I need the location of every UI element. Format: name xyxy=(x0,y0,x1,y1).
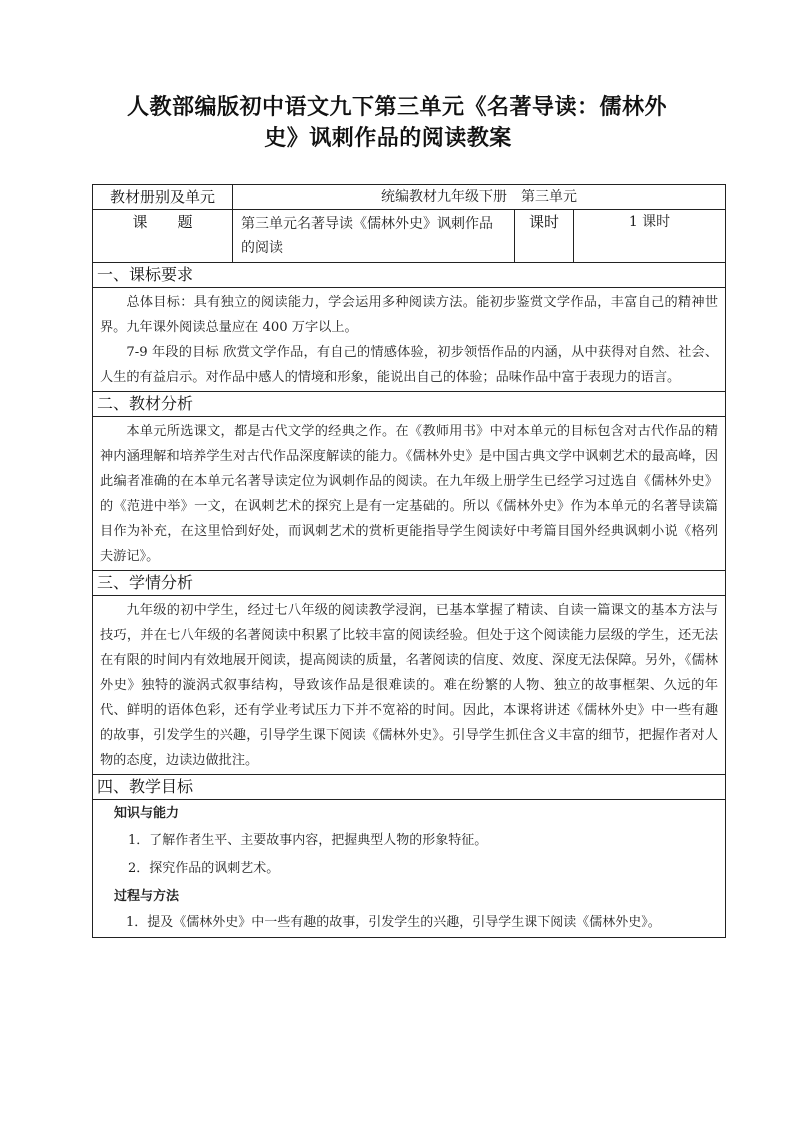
section-1-paragraph-1: 总体目标：具有独立的阅读能力，学会运用多种阅读方法。能初步鉴赏文学作品，丰富自己的精神世界。九年课外阅读总量应在 400 万字以上。 xyxy=(100,295,719,335)
section-2-body-row xyxy=(93,417,726,571)
section-3-paragraph-1: 九年级的初中学生，经过七八年级的阅读教学浸润，已基本掌握了精读、自读一篇课文的基本方法与技巧，并在七八年级的名著阅读中积累了比较丰富的阅读经验。但处于这个阅读能力层级的学生，还无法在有限的时间内有效地展开阅读，提高阅读的质量，名著阅读的信度、效度、深度无法保障。另外，《儒林外史》独特的漩涡式叙事结构，导致该作品是很难读的。难在纷繁的人物、独立的故事框架、久远的年代、鲜明的语体色彩，还有学业考试压力下并不宽裕的时间。因此，本课将讲述《儒林外史》中一些有趣的故事，引发学生的兴趣，引导学生课下阅读《儒林外史》。引导学生抓住含义丰富的细节，把握作者对人物的态度，边读边做批注。 xyxy=(100,603,719,768)
objective-item-2: 2．探究作品的讽刺艺术。 xyxy=(128,861,280,876)
document-title xyxy=(100,92,694,154)
section-1-title: 一、课标要求 xyxy=(93,263,726,288)
section-3-body xyxy=(93,596,726,775)
title-line-1: 人教部编版初中语文九下第三单元《名著导读：儒林外 xyxy=(126,95,667,120)
section-4-title: 四、教学目标 xyxy=(93,775,726,800)
textbook-label: 教材册别及单元 xyxy=(93,185,233,210)
section-2-title-row xyxy=(93,392,726,417)
title-line-2: 史》讽刺作品的阅读教案 xyxy=(264,126,512,151)
section-1-title-row xyxy=(93,263,726,288)
textbook-value: 统编教材九年级下册 第三单元 xyxy=(233,185,726,210)
section-4-body-row xyxy=(93,800,726,938)
section-2-body xyxy=(93,417,726,571)
section-2-title: 二、教材分析 xyxy=(93,392,726,417)
section-1-paragraph-2: 7-9 年段的目标 欣赏文学作品，有自己的情感体验，初步领悟作品的内涵，从中获得对自然、社会、人生的有益启示。对作品中感人的情境和形象，能说出自己的体验；品味作品中富于表现力的语言。 xyxy=(100,345,719,385)
subheading-process-method: 过程与方法 xyxy=(114,889,180,904)
hours-value: 1 课时 xyxy=(574,210,726,263)
section-4-title-row xyxy=(93,775,726,800)
topic-row xyxy=(93,210,726,263)
hours-label: 课时 xyxy=(515,210,574,263)
lesson-plan-table xyxy=(92,184,726,938)
section-1-body-row xyxy=(93,288,726,392)
section-3-body-row xyxy=(93,596,726,775)
section-3-title-row xyxy=(93,571,726,596)
subheading-knowledge-ability: 知识与能力 xyxy=(114,806,180,821)
section-4-body xyxy=(93,800,726,938)
textbook-row xyxy=(93,185,726,210)
objective-item-3: 1．提及《儒林外史》中一些有趣的故事，引发学生的兴趣，引导学生课下阅读《儒林外史》。 xyxy=(126,915,661,930)
topic-label: 课 题 xyxy=(93,210,233,263)
topic-value: 第三单元名著导读《儒林外史》讽刺作品的阅读 xyxy=(233,210,515,263)
objective-item-1: 1．了解作者生平、主要故事内容，把握典型人物的形象特征。 xyxy=(128,833,488,848)
section-1-body xyxy=(93,288,726,392)
section-3-title: 三、学情分析 xyxy=(93,571,726,596)
section-2-paragraph-1: 本单元所选课文，都是古代文学的经典之作。在《教师用书》中对本单元的目标包含对古代作品的精神内涵理解和培养学生对古代作品深度解读的能力。《儒林外史》是中国古典文学中讽刺艺术的最高峰，因此编者准确的在本单元名著导读定位为讽刺作品的阅读。在九年级上册学生已经学习过选自《儒林外史》的《范进中举》一文，在讽刺艺术的探究上是有一定基础的。所以《儒林外史》作为本单元的名著导读篇目作为补充，在这里恰到好处，而讽刺艺术的赏析更能指导学生阅读好中考篇目国外经典讽刺小说《格列夫游记》。 xyxy=(100,424,719,564)
